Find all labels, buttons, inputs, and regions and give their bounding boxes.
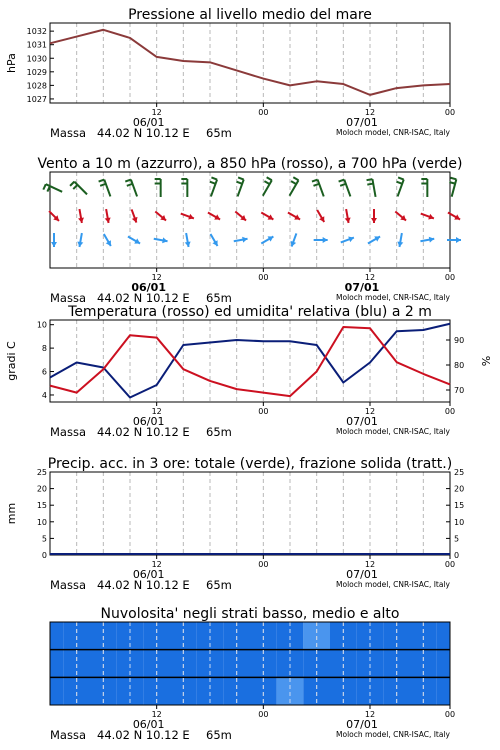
y-axis-label: mm xyxy=(5,502,18,525)
day-label: 06/01 xyxy=(132,718,165,731)
barb-feather xyxy=(238,177,244,179)
wind-arrow-10m xyxy=(104,234,111,246)
x-tick-label: 12 xyxy=(151,560,162,569)
vector-shaft xyxy=(372,179,375,197)
barb-feather xyxy=(210,182,216,184)
wind-barb-700hpa xyxy=(312,180,324,197)
wind-barb-700hpa xyxy=(155,179,161,197)
location-coords: 44.02 N 10.12 E xyxy=(97,291,190,305)
wind-barb-700hpa xyxy=(210,177,217,196)
arrow-head xyxy=(371,218,377,223)
vector-shaft xyxy=(344,180,350,197)
day-label: 06/01 xyxy=(132,568,165,581)
cloud-cell-basso xyxy=(437,677,450,705)
y2-tick-label: 80 xyxy=(454,361,465,370)
barb-feather xyxy=(211,177,217,179)
barb-feather xyxy=(70,182,74,186)
y-tick-label: 8 xyxy=(41,344,47,354)
day-label: 06/01 xyxy=(131,281,166,294)
model-credit: Moloch model, CNR-ISAC, Italy xyxy=(336,293,450,302)
cloud-cell-alto xyxy=(437,622,450,650)
cloud-cell-basso xyxy=(50,677,63,705)
location-name: Massa xyxy=(50,578,86,592)
barb-feather xyxy=(237,182,243,184)
chart-title: Nuvolosita' negli strati basso, medio e alto xyxy=(100,606,400,622)
x-tick-label: 00 xyxy=(258,560,269,569)
y2-tick-label: 0 xyxy=(454,551,460,560)
x-tick-label: 12 xyxy=(364,273,376,282)
x-tick-label: 12 xyxy=(151,407,162,416)
wind-arrow-850hpa xyxy=(105,209,111,223)
wind-barb-700hpa xyxy=(263,177,272,196)
wind-arrow-10m xyxy=(397,233,403,247)
wind-arrow-10m xyxy=(234,237,248,243)
day-label: 07/01 xyxy=(346,415,378,428)
location-name: Massa xyxy=(50,425,86,439)
pressure-line xyxy=(50,30,450,95)
wind-barb-700hpa xyxy=(125,180,137,197)
x-tick-label: 00 xyxy=(258,710,269,719)
y-tick-label: 1029 xyxy=(26,67,47,77)
wind-arrow-850hpa xyxy=(49,211,59,221)
barb-feather xyxy=(100,184,106,186)
location-elevation: 65m xyxy=(206,728,232,742)
barb-feather xyxy=(398,177,404,179)
barb-feather xyxy=(267,177,272,180)
vector-shaft xyxy=(104,180,110,197)
y-axis-label: gradi C xyxy=(5,341,18,381)
y-tick-label: 0 xyxy=(41,551,47,560)
y-tick-label: 4 xyxy=(41,390,47,400)
barb-feather xyxy=(291,181,296,184)
barb-feather xyxy=(397,182,403,184)
day-label: 07/01 xyxy=(346,568,378,581)
location-name: Massa xyxy=(50,728,86,742)
wind-arrow-10m xyxy=(211,234,218,246)
x-tick-label: 12 xyxy=(151,108,162,117)
y-tick-label: 6 xyxy=(41,367,47,377)
x-tick-label: 12 xyxy=(364,560,376,569)
x-tick-label: 00 xyxy=(444,407,456,416)
y2-tick-label: 25 xyxy=(454,468,465,477)
y2-tick-label: 15 xyxy=(454,501,465,511)
wind-barb-700hpa xyxy=(290,177,299,196)
barb-feather xyxy=(367,184,373,185)
cloud-cell-alto xyxy=(50,622,63,650)
chart-title: Precip. acc. in 3 ore: totale (verde), frazione solida (tratt.) xyxy=(47,456,453,472)
wind-barb-700hpa xyxy=(237,177,244,196)
wind-arrow-850hpa xyxy=(421,214,434,220)
day-label: 07/01 xyxy=(344,281,380,294)
wind-arrow-10m xyxy=(290,233,296,246)
vector-shaft xyxy=(131,180,137,197)
barb-feather xyxy=(451,178,457,180)
chart-title: Vento a 10 m (azzurro), a 850 hPa (rosso), a 700 hPa (verde) xyxy=(37,156,463,172)
wind-arrow-850hpa xyxy=(317,210,324,222)
cloud-cell-medio xyxy=(50,650,63,678)
barb-feather xyxy=(264,181,269,184)
x-tick-label: 12 xyxy=(364,710,376,719)
y2-tick-label: 10 xyxy=(454,517,465,527)
y-tick-label: 10 xyxy=(36,320,47,330)
y2-axis-label: % xyxy=(480,355,493,367)
y-tick-label: 10 xyxy=(36,517,47,527)
wind-arrow-10m xyxy=(447,237,461,243)
location-name: Massa xyxy=(50,126,86,140)
model-credit: Moloch model, CNR-ISAC, Italy xyxy=(336,730,450,739)
barb-feather xyxy=(127,184,133,186)
wind-arrow-850hpa xyxy=(132,209,138,222)
wind-barb-700hpa xyxy=(421,179,427,197)
wind-barb-700hpa xyxy=(397,177,404,196)
x-tick-label: 00 xyxy=(444,108,456,117)
wind-barb-700hpa xyxy=(70,182,87,195)
y-tick-label: 15 xyxy=(36,501,47,511)
y-tick-label: 1032 xyxy=(26,27,47,37)
x-tick-label: 12 xyxy=(364,407,376,416)
y2-tick-label: 5 xyxy=(454,534,460,544)
wind-barb-700hpa xyxy=(339,180,351,197)
model-credit: Moloch model, CNR-ISAC, Italy xyxy=(336,128,450,137)
barb-feather xyxy=(293,177,298,180)
wind-arrow-10m xyxy=(341,236,354,242)
wind-arrow-850hpa xyxy=(78,209,84,223)
location-elevation: 65m xyxy=(206,126,232,140)
x-tick-label: 00 xyxy=(258,108,269,117)
location-elevation: 65m xyxy=(206,425,232,439)
wind-arrow-850hpa xyxy=(345,209,351,223)
x-tick-label: 00 xyxy=(258,273,269,282)
day-label: 06/01 xyxy=(132,415,165,428)
plot-frame xyxy=(50,472,450,555)
wind-arrow-10m xyxy=(77,233,83,247)
x-tick-label: 12 xyxy=(151,273,162,282)
wind-arrow-10m xyxy=(185,233,191,247)
cloud-cell-medio xyxy=(437,650,450,678)
wind-arrow-10m xyxy=(314,237,328,243)
barb-feather xyxy=(367,179,373,180)
y-tick-label: 1027 xyxy=(26,94,47,104)
temperature-line xyxy=(50,327,450,396)
day-label: 06/01 xyxy=(132,116,165,129)
wind-arrow-850hpa xyxy=(371,209,377,223)
y-axis-label: hPa xyxy=(5,53,18,73)
location-elevation: 65m xyxy=(206,578,232,592)
plot-frame xyxy=(50,172,450,268)
y-tick-label: 1031 xyxy=(26,40,47,50)
y2-tick-label: 90 xyxy=(454,336,465,345)
location-coords: 44.02 N 10.12 E xyxy=(97,578,190,592)
model-credit: Moloch model, CNR-ISAC, Italy xyxy=(336,580,450,589)
plot-frame xyxy=(50,23,450,103)
wind-arrow-10m xyxy=(51,233,57,247)
y-tick-label: 5 xyxy=(41,534,47,544)
location-coords: 44.02 N 10.12 E xyxy=(97,728,190,742)
x-tick-label: 00 xyxy=(444,273,456,282)
barb-feather xyxy=(313,184,319,186)
wind-barb-700hpa xyxy=(181,179,187,197)
chart-title: Pressione al livello medio del mare xyxy=(128,7,372,23)
location-elevation: 65m xyxy=(206,291,232,305)
day-label: 07/01 xyxy=(346,718,378,731)
chart-title: Temperatura (rosso) ed umidita' relativa (blu) a 2 m xyxy=(68,304,432,320)
wind-arrow-10m xyxy=(420,237,434,243)
day-label: 07/01 xyxy=(346,116,378,129)
wind-arrow-850hpa xyxy=(181,214,194,220)
x-tick-label: 00 xyxy=(444,710,456,719)
wind-barb-700hpa xyxy=(99,180,111,197)
arrow-head xyxy=(51,242,57,247)
wind-barb-700hpa xyxy=(43,184,62,192)
arrow-head xyxy=(456,237,461,243)
arrow-head xyxy=(323,237,328,243)
y-tick-label: 1028 xyxy=(26,81,47,91)
location-coords: 44.02 N 10.12 E xyxy=(97,126,190,140)
y2-tick-label: 20 xyxy=(454,484,465,494)
location-name: Massa xyxy=(50,291,86,305)
x-tick-label: 00 xyxy=(258,407,269,416)
barb-feather xyxy=(340,184,346,186)
wind-arrow-10m xyxy=(154,237,168,243)
y-tick-label: 1030 xyxy=(26,54,47,64)
barb-feather xyxy=(43,184,46,189)
model-credit: Moloch model, CNR-ISAC, Italy xyxy=(336,427,450,436)
y-tick-label: 25 xyxy=(36,468,47,477)
wind-barb-700hpa xyxy=(367,179,376,197)
y2-tick-label: 70 xyxy=(454,386,465,395)
x-tick-label: 12 xyxy=(151,710,162,719)
x-tick-label: 12 xyxy=(364,108,376,117)
location-coords: 44.02 N 10.12 E xyxy=(97,425,190,439)
y-tick-label: 20 xyxy=(36,484,47,494)
vector-shaft xyxy=(318,180,324,197)
x-tick-label: 00 xyxy=(444,560,456,569)
